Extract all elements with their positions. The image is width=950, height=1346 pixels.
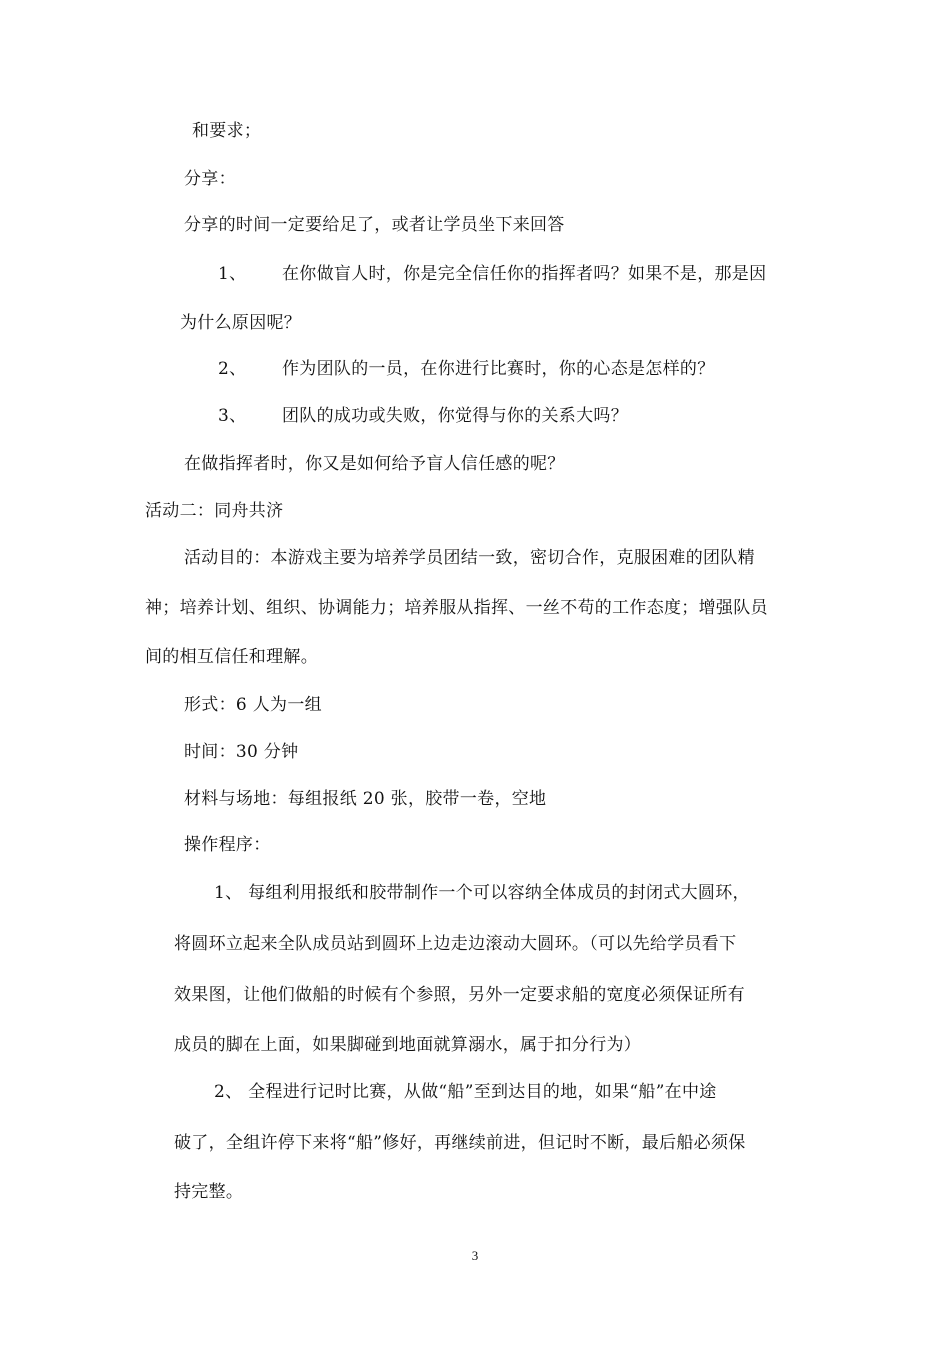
step-line: 持完整。 [174,1182,244,1202]
page-number: 3 [471,1248,479,1263]
question-number: 3、 [218,406,247,426]
text-line: 和要求； [192,121,262,141]
activity-title: 活动二：同舟共济 [145,501,284,521]
sharing-heading: 分享： [184,169,236,189]
question-text: 团队的成功或失败，你觉得与你的关系大吗？ [282,406,628,426]
purpose-line: 间的相互信任和理解。 [145,647,318,667]
text-line: 在做指挥者时，你又是如何给予盲人信任感的呢？ [184,454,565,474]
procedure-heading: 操作程序： [184,835,271,855]
materials-line: 材料与场地：每组报纸 20 张，胶带一卷，空地 [184,789,547,809]
purpose-line: 活动目的：本游戏主要为培养学员团结一致，密切合作，克服困难的团队精 [184,548,755,568]
form-line: 形式：6 人为一组 [184,695,322,715]
step-line: 破了，全组许停下来将“船”修好，再继续前进，但记时不断，最后船必须保 [174,1133,746,1153]
question-text: 作为团队的一员，在你进行比赛时，你的心态是怎样的？ [282,359,715,379]
text-line: 分享的时间一定要给足了，或者让学员坐下来回答 [184,215,565,235]
question-text: 在你做盲人时，你是完全信任你的指挥者吗？如果不是，那是因 [282,264,767,284]
question-number: 1、 [218,264,247,284]
question-number: 2、 [218,359,247,379]
step-line: 效果图，让他们做船的时候有个参照，另外一定要求船的宽度必须保证所有 [174,985,745,1005]
step-line: 2、 全程进行记时比赛，从做“船”至到达目的地，如果“船”在中途 [214,1082,717,1102]
question-text-continued: 为什么原因呢？ [180,313,302,333]
step-line: 成员的脚在上面，如果脚碰到地面就算溺水，属于扣分行为） [174,1035,642,1055]
step-line: 将圆环立起来全队成员站到圆环上边走边滚动大圆环。（可以先给学员看下 [174,934,737,954]
purpose-line: 神；培养计划、组织、协调能力；培养服从指挥、一丝不苟的工作态度；增强队员 [145,598,768,618]
time-line: 时间：30 分钟 [184,742,299,762]
step-line: 1、 每组利用报纸和胶带制作一个可以容纳全体成员的封闭式大圆环， [214,883,750,903]
